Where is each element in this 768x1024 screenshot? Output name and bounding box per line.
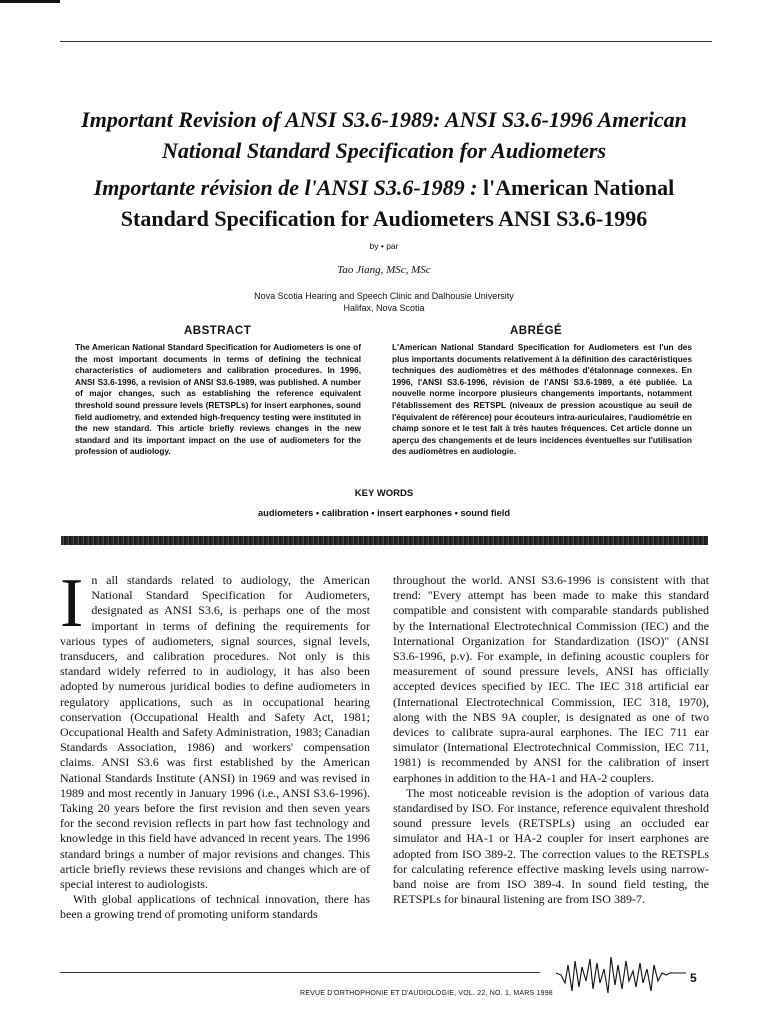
title-french-line1: [40, 172, 728, 203]
title-french-rest: l'American National: [477, 175, 675, 200]
page-number: 5: [690, 971, 697, 985]
byline: by • par: [369, 241, 399, 251]
abstract-heading: ABSTRACT: [184, 325, 252, 337]
top-rule: [60, 41, 712, 42]
title-english: [40, 104, 728, 166]
title-french-italic: Importante révision de l'ANSI S3.6-1989 :: [93, 175, 478, 200]
keywords-list: audiometers • calibration • insert earphones • sound field: [257, 508, 511, 518]
body-paragraph: The most noticeable revision is the adoption of various data standardised by ISO. For instance, reference equivalent threshold sound pressure levels (RETSPLs) using an occluded ear simulator and HA-1 or HA-2 coupler for insert earphones are adopted from ISO 389-2. The correction values to the RETSPLs for calculating reference effective masking levels using narrow-band noise are from ISO 389-4. In sound field testing, the RETSPLs for binaural listening are from ISO 389-7.: [393, 785, 709, 907]
title-english-line1: Important Revision of ANSI S3.6-1989: ANSI S3.6-1996 American: [81, 107, 687, 132]
affiliation: [0, 290, 768, 314]
body-paragraph: n all standards related to audiology, the American National Standard Specification for Audiometers, designated as ANSI S3.6, is perhaps one of the most important in terms of defining the requirements for various types of audiometers, signal sources, signal levels, transducers, and calibration procedures. Not only is this standard widely referred to in audiology, it has also been adopted by numerous juridical bodies to define audiometers in regulatory applications, such as in occupational hearing conservation (Occupational Health and Safety Act, 1981; Occupational Health and Safety Administration, 1983; Canadian Standards Association, 1986) and workers' compensation claims. ANSI S3.6 was first established by the American National Standards Institute (ANSI) in 1969 and was revised in 1989 and most recently in January 1996 (i.e., ANSI S3.6-1996). Taking 20 years before the first revision and then seven years for the second revision reflects in part how fast technology and knowledge in this field have advanced in recent years. The 1996 standard brings a number of major revisions and changes. This article briefly reviews these revisions and changes which are of special interest to audiologists.: [60, 573, 370, 892]
drop-cap: I: [60, 565, 84, 642]
abrege-heading: ABRÉGÉ: [510, 325, 563, 337]
body-right-column: [393, 573, 709, 907]
keywords-heading: KEY WORDS: [354, 488, 414, 499]
bottom-rule: [60, 972, 540, 973]
corner-mark: [0, 0, 60, 3]
abrege-body: L'American National Standard Specification for Audiometers est l'un des plus importants documents relativement à la définition des caractéristiques techniques des audiomètres et des méthodes d'étalonnage connexes. En 1996, l'ANSI S3.6-1996, révision de l'ANSI S3.6-1989, a été publiée. La nouvelle norme incorpore plusieurs changements importants, notamment l'établissement des RETSPL (niveaux de pression acoustique au seuil de l'équivalent de référence) pour écouteurs intra-auriculaires, l'audiométrie en champ sonore et le test fait à très hautes fréquences. Cet article donne un aperçu des changements et de leurs incidences éventuelles sur l'utilisation des audiomètres en audiologie.: [392, 342, 692, 457]
affiliation-line2: Halifax, Nova Scotia: [343, 303, 425, 313]
body-paragraph: throughout the world. ANSI S3.6-1996 is consistent with that trend: "Every attempt has been made to make this standard compatible and consistent with comparable standards published by the International Electrotechnical Commission (IEC) and the International Organization for Standardization (ISO)" (ANSI S3.6-1996, p.v). For example, in defining acoustic couplers for measurement of sound pressure levels, ANSI has officially accepted devices specified by IEC. The IEC 318 artificial ear (International Electrotechnical Commission, IEC 318, 1970), along with the NBS 9A coupler, is designated as one of two devices to calibrate supra-aural earphones. The IEC 711 ear simulator (International Electrotechnical Commission, IEC 711, 1981) is recommended by ANSI for the calibration of insert earphones in addition to the HA-1 and HA-2 couplers.: [393, 573, 709, 785]
affiliation-line1: Nova Scotia Hearing and Speech Clinic and Dalhousie University: [254, 291, 514, 301]
title-french-line2: Standard Specification for Audiometers ANSI S3.6-1996: [120, 206, 648, 231]
abstract-body: The American National Standard Specification for Audiometers is one of the most important documents in terms of defining the technical characteristics of audiometers and calibration procedures. In 1996, ANSI S3.6-1996, a revision of ANSI S3.6-1989, was published. A number of major changes, such as establishing the reference equivalent threshold sound pressure levels (RETSPLs) for insert earphones, sound field audiometry, and extended high-frequency testing were instituted in the new standard. This article briefly reviews changes in the new standard and its important impact on the use of audiometers for the profession of audiology.: [75, 342, 361, 457]
section-divider-bar: [61, 536, 708, 545]
body-paragraph: With global applications of technical innovation, there has been a growing trend of promoting uniform standards: [60, 892, 370, 922]
waveform-logo-icon: [556, 953, 686, 999]
title-french: [40, 172, 728, 234]
title-english-line2: National Standard Specification for Audiometers: [161, 138, 607, 163]
body-left-column: [60, 565, 370, 923]
journal-footer: REVUE D'ORTHOPHONIE ET D'AUDIOLOGIE, VOL. 22, NO. 1, MARS 1998: [300, 990, 553, 997]
author-name: Tao Jiang, MSc, MSc: [337, 264, 431, 276]
